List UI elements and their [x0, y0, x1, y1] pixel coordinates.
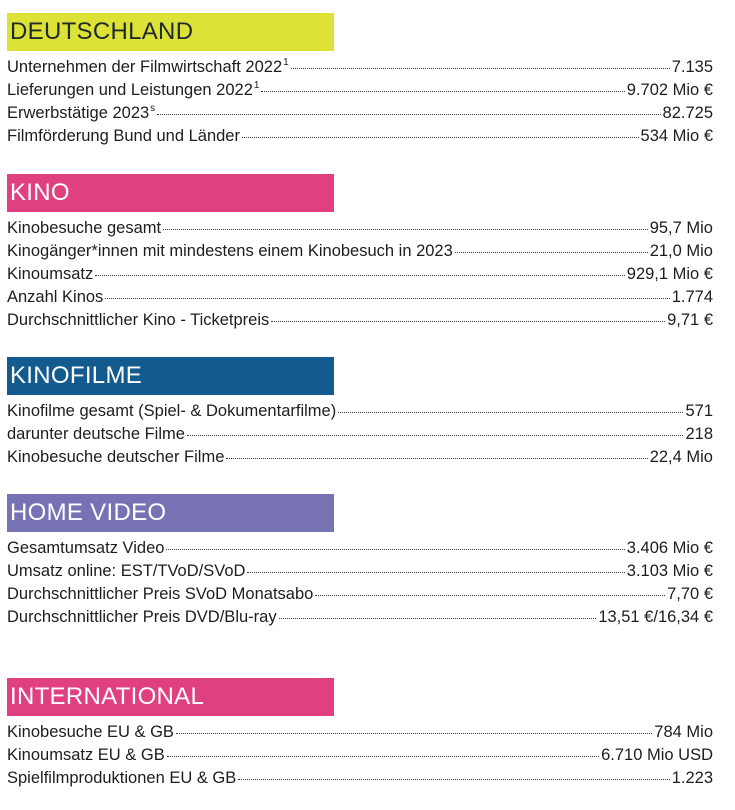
section-header-kino — [7, 174, 334, 212]
dot-leader — [261, 90, 624, 92]
stat-value: 3.103 Mio € — [626, 562, 713, 580]
stats-list — [7, 537, 713, 629]
stat-value: 1.223 — [671, 769, 713, 787]
stat-label: Gesamtumsatz Video — [7, 539, 165, 557]
dot-leader — [271, 320, 665, 322]
section-home-video — [7, 494, 713, 629]
stat-row — [7, 400, 713, 423]
section-kino — [7, 174, 713, 332]
stat-value: 784 Mio — [654, 723, 713, 741]
stat-value: 82.725 — [662, 104, 713, 122]
stat-row — [7, 240, 713, 263]
stat-label: Erwerbstätige 2023$^s$ — [7, 103, 156, 122]
stat-value: 9,71 € — [667, 311, 713, 329]
stat-label: Kinofilme gesamt (Spiel- & Dokumentarfilme) — [7, 402, 337, 420]
dot-leader — [279, 617, 597, 619]
stat-label: Kinogänger*innen mit mindestens einem Kinobesuch in 2023 — [7, 242, 453, 260]
dot-leader — [226, 457, 647, 459]
stats-list — [7, 217, 713, 332]
stat-row — [7, 79, 713, 102]
section-header-international — [7, 678, 334, 716]
stat-row — [7, 446, 713, 469]
stat-label: Kinoumsatz — [7, 265, 94, 283]
stat-row — [7, 537, 713, 560]
dot-leader — [166, 548, 624, 550]
stat-row — [7, 721, 713, 744]
stat-value: 22,4 Mio — [649, 448, 713, 466]
footnote-marker: s — [150, 103, 156, 114]
section-kinofilme — [7, 357, 713, 469]
stat-value: 95,7 Mio — [649, 219, 713, 237]
section-title: INTERNATIONAL — [10, 683, 205, 710]
stat-label: Lieferungen und Leistungen 2022$^1$ — [7, 80, 260, 99]
stat-row — [7, 217, 713, 240]
stat-value: 7,70 € — [667, 585, 713, 603]
section-title: KINO — [10, 179, 70, 206]
footnote-marker: 1 — [283, 57, 289, 68]
stat-label: darunter deutsche Filme — [7, 425, 185, 443]
dot-leader — [163, 228, 648, 230]
section-header-kinofilme — [7, 357, 334, 395]
stat-value: 534 Mio € — [640, 127, 713, 145]
stat-row — [7, 583, 713, 606]
stat-value: 571 — [685, 402, 713, 420]
stat-label: Durchschnittlicher Kino - Ticketpreis — [7, 311, 270, 329]
stat-label: Kinobesuche gesamt — [7, 219, 162, 237]
section-header-deutschland — [7, 13, 334, 51]
dot-leader — [291, 67, 670, 69]
dot-leader — [105, 297, 669, 299]
stat-label: Durchschnittlicher Preis DVD/Blu-ray — [7, 608, 277, 626]
dot-leader — [95, 274, 625, 276]
section-international — [7, 678, 713, 790]
dot-leader — [187, 434, 684, 436]
stat-label: Unternehmen der Filmwirtschaft 2022$^1$ — [7, 57, 289, 76]
footnote-marker: 1 — [253, 80, 260, 91]
stat-value: 6.710 Mio USD — [601, 746, 713, 764]
stat-label: Kinobesuche EU & GB — [7, 723, 174, 741]
stat-value: 929,1 Mio € — [626, 265, 713, 283]
dot-leader — [167, 755, 599, 757]
stat-label: Durchschnittlicher Preis SVoD Monatsabo — [7, 585, 314, 603]
stat-row — [7, 286, 713, 309]
stat-row — [7, 125, 713, 148]
stat-value: 218 — [685, 425, 713, 443]
stat-value: 7.135 — [671, 58, 713, 76]
section-title: KINOFILME — [10, 362, 143, 389]
stat-value: 13,51 €/16,34 € — [598, 608, 713, 626]
stat-label: Filmförderung Bund und Länder — [7, 127, 240, 145]
dot-leader — [455, 251, 648, 253]
dot-leader — [242, 136, 639, 138]
stat-row — [7, 744, 713, 767]
stat-row — [7, 263, 713, 286]
stat-label: Kinoumsatz EU & GB — [7, 746, 165, 764]
section-deutschland — [7, 13, 713, 148]
stat-label: Anzahl Kinos — [7, 288, 104, 306]
stat-label: Kinobesuche deutscher Filme — [7, 448, 225, 466]
stat-row — [7, 56, 713, 79]
section-title: DEUTSCHLAND — [10, 18, 194, 45]
stat-row — [7, 560, 713, 583]
stat-value: 3.406 Mio € — [626, 539, 713, 557]
stat-value: 9.702 Mio € — [626, 81, 713, 99]
dot-leader — [176, 732, 652, 734]
stat-row — [7, 606, 713, 629]
stat-value: 21,0 Mio — [649, 242, 713, 260]
section-header-home-video — [7, 494, 334, 532]
stats-list — [7, 721, 713, 790]
stats-list — [7, 400, 713, 469]
stats-list — [7, 56, 713, 148]
stat-row — [7, 102, 713, 125]
stat-row — [7, 423, 713, 446]
stat-label: Spielfilmproduktionen EU & GB — [7, 769, 237, 787]
stat-label: Umsatz online: EST/TVoD/SVoD — [7, 562, 246, 580]
stat-row — [7, 767, 713, 790]
dot-leader — [338, 411, 683, 413]
dot-leader — [157, 113, 660, 115]
dot-leader — [315, 594, 665, 596]
dot-leader — [238, 778, 669, 780]
stat-value: 1.774 — [671, 288, 713, 306]
section-title: HOME VIDEO — [10, 499, 167, 526]
stat-row — [7, 309, 713, 332]
dot-leader — [247, 571, 624, 573]
